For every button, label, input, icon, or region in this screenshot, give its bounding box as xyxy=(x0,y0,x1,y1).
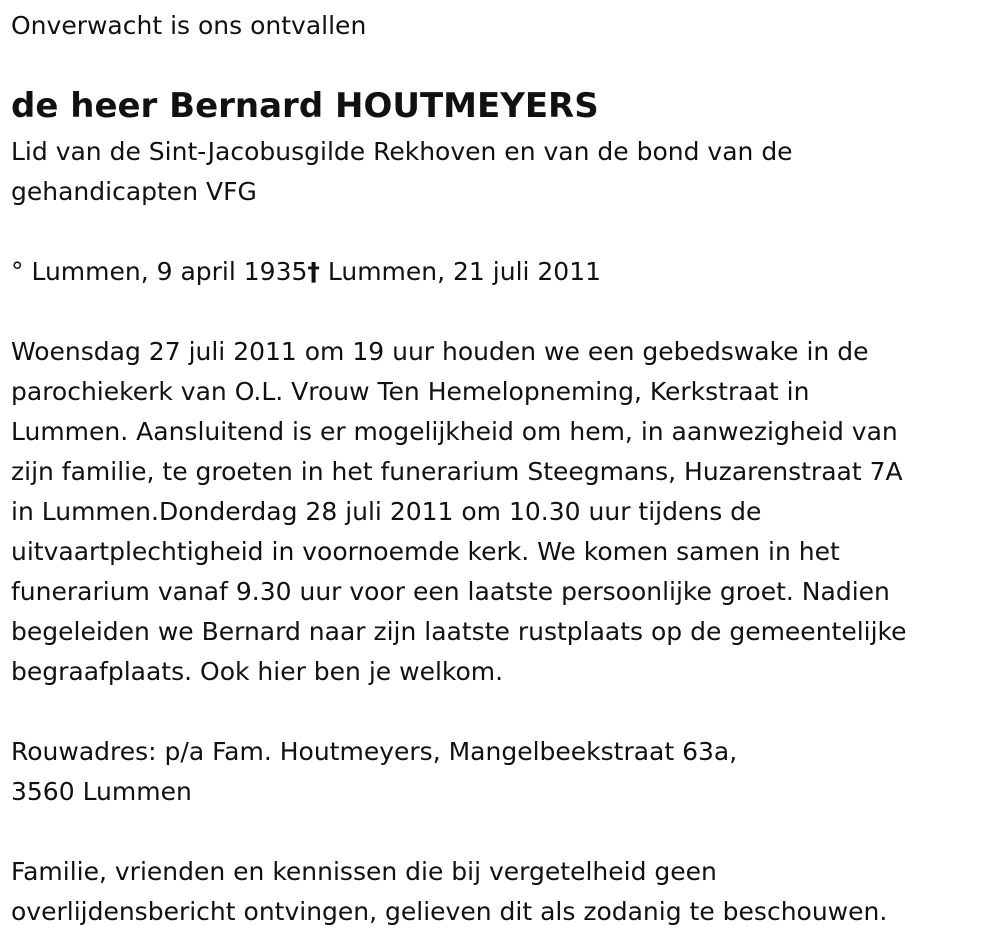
closing-line: overlijdensbericht ontvingen, gelieven dit als zodanig te beschouwen. xyxy=(11,897,888,926)
ceremony-line: Lummen. Aansluitend is er mogelijkheid om hem, in aanwezigheid van xyxy=(11,417,898,446)
closing-line: Familie, vrienden en kennissen die bij vergetelheid geen xyxy=(11,857,717,886)
spacer xyxy=(11,812,986,852)
address-line: Rouwadres: p/a Fam. Houtmeyers, Mangelbeekstraat 63a, xyxy=(11,737,738,766)
ceremony-line: begeleiden we Bernard naar zijn laatste rustplaats op de gemeentelijke xyxy=(11,617,907,646)
ceremony-line: begraafplaats. Ook hier ben je welkom. xyxy=(11,657,504,686)
deceased-name: de heer Bernard HOUTMEYERS xyxy=(11,86,599,126)
ceremony-line: Woensdag 27 juli 2011 om 19 uur houden we een gebedswake in de xyxy=(11,337,869,366)
birth-symbol: ° xyxy=(11,257,24,286)
ceremony-line: zijn familie, te groeten in het funerarium Steegmans, Huzarenstraat 7A xyxy=(11,457,903,486)
cross-icon: † xyxy=(307,257,320,286)
spacer xyxy=(11,692,986,732)
ceremony-line: funerarium vanaf 9.30 uur voor een laatste persoonlijke groet. Nadien xyxy=(11,577,890,606)
address-line: 3560 Lummen xyxy=(11,777,192,806)
ceremony-line: uitvaartplechtigheid in voornoemde kerk. We komen samen in het xyxy=(11,537,840,566)
affiliation-line: gehandicapten VFG xyxy=(11,177,257,206)
spacer xyxy=(11,212,986,252)
obituary-notice xyxy=(11,8,986,932)
ceremony-line: parochiekerk van O.L. Vrouw Ten Hemelopneming, Kerkstraat in xyxy=(11,377,810,406)
birth-date: Lummen, 9 april 1935 xyxy=(31,257,308,286)
ceremony-text xyxy=(11,332,986,692)
mourning-address xyxy=(11,732,986,812)
spacer xyxy=(11,292,986,332)
ceremony-line: in Lummen.Donderdag 28 juli 2011 om 10.30 uur tijdens de xyxy=(11,497,762,526)
affiliation-line: Lid van de Sint-Jacobusgilde Rekhoven en van de bond van de xyxy=(11,137,793,166)
closing-text xyxy=(11,852,986,932)
intro-text: Onverwacht is ons ontvallen xyxy=(11,11,367,40)
life-dates xyxy=(11,252,986,292)
death-date: Lummen, 21 juli 2011 xyxy=(327,257,602,286)
affiliation xyxy=(11,132,986,212)
